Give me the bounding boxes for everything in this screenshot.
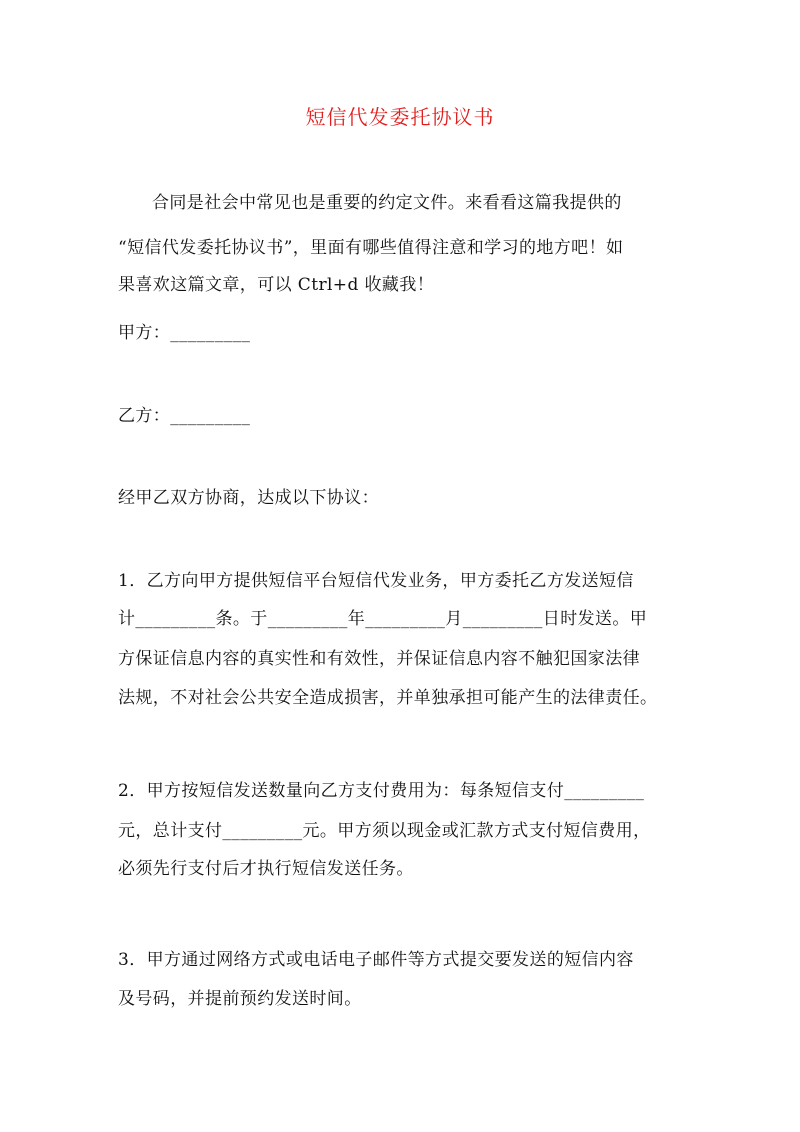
intro-line-2: “短信代发委托协议书”，里面有哪些值得注意和学习的地方吧！如 <box>118 238 624 258</box>
document-title: 短信代发委托协议书 <box>305 105 495 129</box>
clause-1-line-3: 方保证信息内容的真实性和有效性，并保证信息内容不触犯国家法律 <box>118 649 640 669</box>
agreement-intro: 经甲乙双方协商，达成以下协议： <box>118 488 379 508</box>
clause-3-line-2: 及号码，并提前预约发送时间。 <box>118 989 362 1009</box>
clause-2-line-3: 必须先行支付后才执行短信发送任务。 <box>118 859 414 879</box>
clause-1-line-1: 1．乙方向甲方提供短信平台短信代发业务，甲方委托乙方发送短信 <box>118 571 634 591</box>
clause-3-line-1: 3．甲方通过网络方式或电话电子邮件等方式提交要发送的短信内容 <box>118 950 634 970</box>
clause-2-line-1: 2．甲方按短信发送数量向乙方支付费用为：每条短信支付_________ <box>118 781 645 801</box>
intro-line-3: 果喜欢这篇文章，可以 Ctrl+d 收藏我！ <box>118 275 435 295</box>
party-b-field: 乙方：_________ <box>118 406 251 426</box>
intro-line-1: 合同是社会中常见也是重要的约定文件。来看看这篇我提供的 <box>152 193 622 213</box>
clause-1-line-2: 计_________条。于_________年_________月_________日时发送。甲 <box>118 609 648 629</box>
clause-2-line-2: 元，总计支付_________元。甲方须以现金或汇款方式支付短信费用， <box>118 821 651 841</box>
clause-1-line-4: 法规，不对社会公共安全造成损害，并单独承担可能产生的法律责任。 <box>118 688 658 708</box>
party-a-field: 甲方：_________ <box>118 323 251 343</box>
